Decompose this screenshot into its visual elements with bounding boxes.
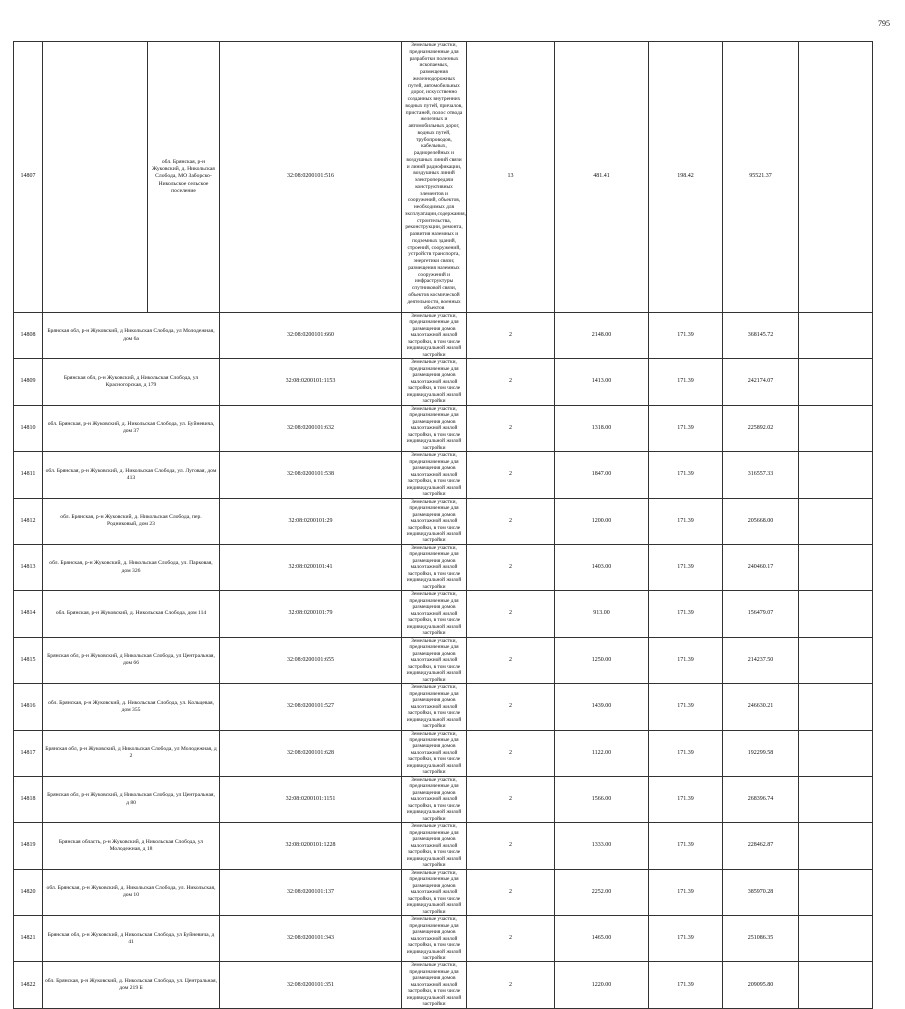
address-cell: обл. Брянская, р-н Жуковский, д. Никольская Слобода, пер. Родниковый, дом 23 xyxy=(43,498,220,544)
row-number: 14812 xyxy=(14,498,43,544)
trailing-cell xyxy=(799,544,873,590)
land-use-cell: Земельные участки, предназначенные для размещения домов малоэтажной жилой застройки, в том числе индивидуальной жилой застройки xyxy=(402,313,467,359)
trailing-cell xyxy=(799,730,873,776)
land-use-cell: Земельные участки, предназначенные для размещения домов малоэтажной жилой застройки, в том числе индивидуальной жилой застройки xyxy=(402,544,467,590)
table-row xyxy=(14,730,873,776)
cadastral-number-cell: 32:08:0200101:41 xyxy=(220,544,402,590)
land-use-cell: Земельные участки, предназначенные для размещения домов малоэтажной жилой застройки, в том числе индивидуальной жилой застройки xyxy=(402,916,467,962)
cadastral-value-cell: 240460.17 xyxy=(723,544,799,590)
area-cell: 1465.00 xyxy=(555,916,649,962)
group-cell: 2 xyxy=(467,684,555,730)
address-cell: Брянская обл, р-н Жуковский, д Никольская Слобода, ул Красногорская, д 179 xyxy=(43,359,220,405)
row-number: 14820 xyxy=(14,869,43,915)
trailing-cell xyxy=(799,823,873,869)
row-number: 14819 xyxy=(14,823,43,869)
group-cell: 2 xyxy=(467,776,555,822)
address-cell: обл. Брянская, р-н Жуковский, д. Никольская Слобода, дом 114 xyxy=(43,591,220,637)
cadastral-number-cell: 32:08:0200101:351 xyxy=(220,962,402,1008)
trailing-cell xyxy=(799,42,873,313)
table-row xyxy=(14,405,873,451)
trailing-cell xyxy=(799,498,873,544)
area-cell: 481.41 xyxy=(555,42,649,313)
address-cell: обл. Брянская, р-н Жуковский, д. Никольская Слобода, ул. Никольская, дом 10 xyxy=(43,869,220,915)
specific-value-cell: 171.39 xyxy=(649,916,723,962)
group-cell: 13 xyxy=(467,42,555,313)
trailing-cell xyxy=(799,359,873,405)
trailing-cell xyxy=(799,776,873,822)
specific-value-cell: 171.39 xyxy=(649,684,723,730)
cadastral-number-cell: 32:08:0200101:1228 xyxy=(220,823,402,869)
cadastral-number-cell: 32:08:0200101:655 xyxy=(220,637,402,683)
row-number: 14809 xyxy=(14,359,43,405)
address-cell: обл. Брянская, р-н Жуковский, д. Никольская Слобода, ул. Кольцевая, дом 355 xyxy=(43,684,220,730)
specific-value-cell: 171.39 xyxy=(649,962,723,1008)
specific-value-cell: 171.39 xyxy=(649,776,723,822)
area-cell: 1847.00 xyxy=(555,452,649,498)
trailing-cell xyxy=(799,313,873,359)
area-cell: 2148.00 xyxy=(555,313,649,359)
cadastral-value-cell: 242174.07 xyxy=(723,359,799,405)
cadastral-number-cell: 32:08:0200101:538 xyxy=(220,452,402,498)
cadastral-value-cell: 368145.72 xyxy=(723,313,799,359)
specific-value-cell: 171.39 xyxy=(649,637,723,683)
area-cell: 1200.00 xyxy=(555,498,649,544)
specific-value-cell: 171.39 xyxy=(649,591,723,637)
specific-value-cell: 171.39 xyxy=(649,869,723,915)
land-use-cell: Земельные участки, предназначенные для размещения домов малоэтажной жилой застройки, в том числе индивидуальной жилой застройки xyxy=(402,684,467,730)
table-row xyxy=(14,869,873,915)
specific-value-cell: 171.39 xyxy=(649,359,723,405)
group-cell: 2 xyxy=(467,544,555,590)
cadastral-value-cell: 192299.58 xyxy=(723,730,799,776)
cadastral-value-cell: 246630.21 xyxy=(723,684,799,730)
cadastral-value-cell: 214237.50 xyxy=(723,637,799,683)
land-use-cell: Земельные участки, предназначенные для размещения домов малоэтажной жилой застройки, в том числе индивидуальной жилой застройки xyxy=(402,962,467,1008)
specific-value-cell: 171.39 xyxy=(649,544,723,590)
table-row xyxy=(14,498,873,544)
row-number: 14817 xyxy=(14,730,43,776)
group-cell: 2 xyxy=(467,916,555,962)
address-cell: Брянская обл, р-н Жуковский, д Никольская Слобода, ул Центральная, дом 66 xyxy=(43,637,220,683)
land-use-cell: Земельные участки, предназначенные для разработки полезных ископаемых, размещения железнодорожных путей, автомобильных дорог, искусственно созданных внутренних водных путей, причалов, пристаней, полос отвода железных и автомобильных дорог, водных путей, трубопроводов, кабельных, радиорелейных и воздушных линий связи и линий радиофикации, воздушных линий электропередачи конструктивных элементов и сооружений, объектов, необходимых для эксплуатации,содержания, строительства, реконструкции, ремонта, развития наземных и подземных зданий, строений, сооружений, устройств транспорта, энергетики связи; размещения наземных сооружений и инфраструктуры спутниковой связи, объектов космической деятельности, военных объектов xyxy=(402,42,467,313)
address-cell: Брянская обл, р-н Жуковский, д Никольская Слобода, ул Молодежная, д 2 xyxy=(43,730,220,776)
cadastral-number-cell: 32:08:0200101:660 xyxy=(220,313,402,359)
area-cell: 913.00 xyxy=(555,591,649,637)
address-cell: Брянская обл, р-н Жуковский, д Никольская Слобода, ул Молодежная, дом 6а xyxy=(43,313,220,359)
cadastral-value-cell: 385970.28 xyxy=(723,869,799,915)
row-number: 14814 xyxy=(14,591,43,637)
specific-value-cell: 198.42 xyxy=(649,42,723,313)
row-number: 14808 xyxy=(14,313,43,359)
trailing-cell xyxy=(799,591,873,637)
land-use-cell: Земельные участки, предназначенные для размещения домов малоэтажной жилой застройки, в том числе индивидуальной жилой застройки xyxy=(402,591,467,637)
area-cell: 2252.00 xyxy=(555,869,649,915)
row-number: 14821 xyxy=(14,916,43,962)
cadastral-number-cell: 32:08:0200101:632 xyxy=(220,405,402,451)
specific-value-cell: 171.39 xyxy=(649,730,723,776)
trailing-cell xyxy=(799,637,873,683)
table-row xyxy=(14,684,873,730)
table-row xyxy=(14,544,873,590)
group-cell: 2 xyxy=(467,498,555,544)
trailing-cell xyxy=(799,452,873,498)
table-body xyxy=(14,42,873,1009)
row-number: 14818 xyxy=(14,776,43,822)
address-cell: обл. Брянская, р-н Жуковский, д. Никольская Слобода, МО Заборско-Никольское сельское поселение xyxy=(148,42,220,313)
area-cell: 1413.00 xyxy=(555,359,649,405)
table-row xyxy=(14,962,873,1008)
table-row xyxy=(14,916,873,962)
cadastral-number-cell: 32:08:0200101:343 xyxy=(220,916,402,962)
address-cell: Брянская обл, р-н Жуковский, д Никольская Слобода, ул Центральная, д 80 xyxy=(43,776,220,822)
land-use-cell: Земельные участки, предназначенные для размещения домов малоэтажной жилой застройки, в том числе индивидуальной жилой застройки xyxy=(402,405,467,451)
group-cell: 2 xyxy=(467,962,555,1008)
address-cell: обл. Брянская, р-н Жуковский, д. Никольская Слобода, ул. Центральная, дом 219 Б xyxy=(43,962,220,1008)
land-use-cell: Земельные участки, предназначенные для размещения домов малоэтажной жилой застройки, в том числе индивидуальной жилой застройки xyxy=(402,452,467,498)
row-number: 14813 xyxy=(14,544,43,590)
land-use-cell: Земельные участки, предназначенные для размещения домов малоэтажной жилой застройки, в том числе индивидуальной жилой застройки xyxy=(402,359,467,405)
cadastral-number-cell: 32:08:0200101:1151 xyxy=(220,776,402,822)
cadastral-value-cell: 95521.37 xyxy=(723,42,799,313)
trailing-cell xyxy=(799,916,873,962)
group-cell: 2 xyxy=(467,823,555,869)
cadastral-number-cell: 32:08:0200101:1153 xyxy=(220,359,402,405)
address-cell: обл. Брянская, р-н Жуковский, д. Никольская Слобода, ул. Луговая, дом 413 xyxy=(43,452,220,498)
page-number: 795 xyxy=(878,19,890,28)
land-use-cell: Земельные участки, предназначенные для размещения домов малоэтажной жилой застройки, в том числе индивидуальной жилой застройки xyxy=(402,730,467,776)
area-cell: 1220.00 xyxy=(555,962,649,1008)
row-number: 14811 xyxy=(14,452,43,498)
address-cell: обл. Брянская, р-н Жуковский, д. Никольская Слобода, ул. Парковая, дом 326 xyxy=(43,544,220,590)
specific-value-cell: 171.39 xyxy=(649,823,723,869)
specific-value-cell: 171.39 xyxy=(649,405,723,451)
cadastral-value-cell: 251086.35 xyxy=(723,916,799,962)
row-number: 14810 xyxy=(14,405,43,451)
group-cell: 2 xyxy=(467,869,555,915)
area-cell: 1250.00 xyxy=(555,637,649,683)
table-row xyxy=(14,637,873,683)
area-cell: 1333.00 xyxy=(555,823,649,869)
address-cell: обл. Брянская, р-н Жуковский, д. Никольская Слобода, ул. Буйневича, дом 37 xyxy=(43,405,220,451)
trailing-cell xyxy=(799,962,873,1008)
cadastral-number-cell: 32:08:0200101:29 xyxy=(220,498,402,544)
cadastral-number-cell: 32:08:0200101:628 xyxy=(220,730,402,776)
cadastral-value-cell: 156479.07 xyxy=(723,591,799,637)
trailing-cell xyxy=(799,869,873,915)
table-row xyxy=(14,591,873,637)
group-cell: 2 xyxy=(467,591,555,637)
specific-value-cell: 171.39 xyxy=(649,498,723,544)
cadastral-number-cell: 32:08:0200101:79 xyxy=(220,591,402,637)
table-row xyxy=(14,776,873,822)
address-cell: Брянская область, р-н Жуковский, д Никольская Слобода, ул Молодежная, д 18 xyxy=(43,823,220,869)
group-cell: 2 xyxy=(467,313,555,359)
row-number: 14807 xyxy=(14,42,43,313)
group-cell: 2 xyxy=(467,637,555,683)
land-use-cell: Земельные участки, предназначенные для размещения домов малоэтажной жилой застройки, в том числе индивидуальной жилой застройки xyxy=(402,498,467,544)
area-cell: 1566.00 xyxy=(555,776,649,822)
table-row xyxy=(14,313,873,359)
cadastral-value-table xyxy=(13,41,873,1009)
table-row xyxy=(14,823,873,869)
table-row xyxy=(14,359,873,405)
cadastral-value-cell: 268396.74 xyxy=(723,776,799,822)
cadastral-number-cell: 32:08:0200101:527 xyxy=(220,684,402,730)
cadastral-value-cell: 228462.87 xyxy=(723,823,799,869)
group-cell: 2 xyxy=(467,452,555,498)
row-number: 14816 xyxy=(14,684,43,730)
cadastral-value-cell: 316557.33 xyxy=(723,452,799,498)
group-cell: 2 xyxy=(467,359,555,405)
table-row xyxy=(14,452,873,498)
cadastral-value-cell: 205668.00 xyxy=(723,498,799,544)
specific-value-cell: 171.39 xyxy=(649,452,723,498)
group-cell: 2 xyxy=(467,730,555,776)
row-number: 14822 xyxy=(14,962,43,1008)
specific-value-cell: 171.39 xyxy=(649,313,723,359)
cadastral-number-cell: 32:08:0200101:137 xyxy=(220,869,402,915)
cadastral-number-cell: 32:08:0200101:516 xyxy=(220,42,402,313)
trailing-cell xyxy=(799,405,873,451)
area-cell: 1122.00 xyxy=(555,730,649,776)
address-cell: Брянская обл, р-н Жуковский, д Никольская Слобода, ул Буйневича, д 41 xyxy=(43,916,220,962)
land-use-cell: Земельные участки, предназначенные для размещения домов малоэтажной жилой застройки, в том числе индивидуальной жилой застройки xyxy=(402,776,467,822)
cadastral-value-cell: 225892.02 xyxy=(723,405,799,451)
row-number: 14815 xyxy=(14,637,43,683)
group-cell: 2 xyxy=(467,405,555,451)
trailing-cell xyxy=(799,684,873,730)
land-use-cell: Земельные участки, предназначенные для размещения домов малоэтажной жилой застройки, в том числе индивидуальной жилой застройки xyxy=(402,637,467,683)
area-cell: 1318.00 xyxy=(555,405,649,451)
land-use-cell: Земельные участки, предназначенные для размещения домов малоэтажной жилой застройки, в том числе индивидуальной жилой застройки xyxy=(402,823,467,869)
area-cell: 1403.00 xyxy=(555,544,649,590)
cadastral-value-cell: 209095.80 xyxy=(723,962,799,1008)
area-cell: 1439.00 xyxy=(555,684,649,730)
land-use-cell: Земельные участки, предназначенные для размещения домов малоэтажной жилой застройки, в том числе индивидуальной жилой застройки xyxy=(402,869,467,915)
table-row xyxy=(14,42,873,313)
blank-cell xyxy=(43,42,148,313)
